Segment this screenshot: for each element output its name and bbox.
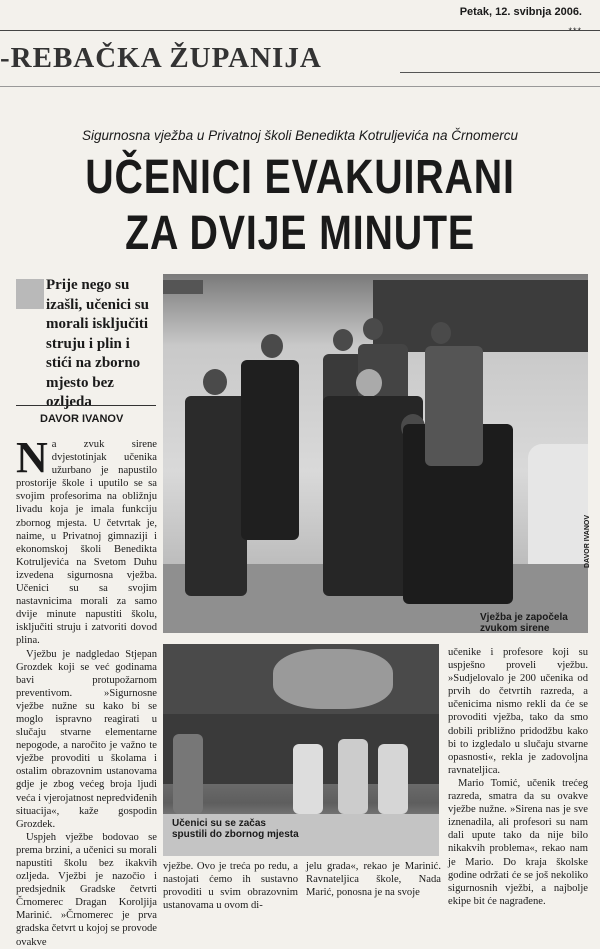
headline-line-1: UČENICI EVAKUIRANI [85, 151, 515, 204]
author-byline: DAVOR IVANOV [40, 413, 124, 425]
body-paragraph-7: Mario Tomić, učenik trećeg razreda, smatra da su ovakve vježbe nužne. »Sirena nas je sve iznenadila, ali profesori su nam dali upute tako da nije bilo nikakvih problema«, rekao nam je Mario. Do kraja školske godine održati će se još nekoliko sigurnosnih vježbi, a najbolje ekipe bit će nagrađene. [448, 777, 588, 907]
body-paragraph-6: učenike i profesore koji su uspješno proveli vježbu. »Sudjelovalo je 200 učenika od prvih do četvrtih razreda, a učenicima nismo rekli da će se provoditi vježba, tako da smo dobili približno pridodžbu kako bi to izgledalo u slučaju stvarne opasnosti«, rekla je zadovoljna ravnateljica. [448, 647, 588, 776]
section-rule [400, 72, 600, 73]
article-column-1 [16, 433, 157, 948]
article-lead: Prije nego su izašli, učenici su morali isključiti struju i plin i stići na zborno mjesto bez ozljeda [46, 277, 149, 410]
body-paragraph-3: Uspjeh vježbe bodovao se prema brzini, a učenici su morali napustiti školu bez ikakvih ozljeda. Vježbi je nazočio i predsjednik Gradske četvrti Črnomerec Dragan Koroljija Marinić. »Črnomerec je prva gradska četvrt u kojoj se provode ovakve [16, 831, 157, 948]
headline-line-2: ZA DVIJE MINUTE [125, 207, 475, 260]
edition-stars: *** [568, 26, 582, 36]
article-kicker: Sigurnosna vježba u Privatnoj školi Benedikta Kotruljevića na Črnomercu [82, 128, 518, 143]
body-paragraph-5: jelu grada«, rekao je Marinić. Ravnateljica škole, Nada Marić, ponosna je na svoje [306, 861, 441, 899]
issue-date: Petak, 12. svibnja 2006. [459, 6, 582, 18]
photo-caption-1: Vježba je započela zvukom sirene [480, 612, 568, 634]
top-rule [0, 30, 600, 31]
section-title: -REBAČKA ŽUPANIJA [0, 42, 322, 74]
body-paragraph-4: vježbe. Ovo je treća po redu, a nastojati ćemo ih sustavno provoditi u svim obrazovnim ustanovama u ovom di- [163, 861, 298, 912]
article-column-3 [448, 646, 588, 907]
photo-credit: DAVOR IVANOV [584, 514, 591, 568]
body-paragraph-2: Vježbu je nadgledao Stjepan Grozdek koji se već godinama bavi protupožarnom preventivom. »Sigurnosne vježbe nužne su kako bi se moglo ispravno reagirati u slučaju stvarne elementarne nepogode, a naročito je važno te vježbe provoditi u školama i ostalim obrazovnim ustanovama gdje je zbog većeg broja ljudi veća i vjerojatnost nepredviđenih situacija«, kaže gospodin Grozdek. [16, 648, 157, 830]
lead-rule [16, 405, 156, 406]
lead-marker [16, 279, 44, 309]
section-rule-lower [0, 86, 600, 87]
body-paragraph-1: a zvuk sirene dvjestotinjak učenika užurbano je napustilo prostorije škole i uputilo se sa svojim profesorima na obližnju livadu koja je imala funkciju zbornog mjesta. U četvrtak je, naime, u Privatnoj gimnaziji i ekonomskoj školi Benedikta Kotruljevića na Svetom Duhu izvedena sigurnosna vježba. Učenici su sa svojim nastavnicima morali za samo dvije minute napustiti školu, isključiti struju i zatvoriti dovod plina. [16, 439, 157, 647]
article-headline [54, 150, 546, 262]
evacuation-photo [163, 274, 588, 633]
drop-cap: N [16, 433, 48, 482]
photo-caption-2: Učenici su se začas spustili do zbornog mjesta [172, 818, 299, 840]
